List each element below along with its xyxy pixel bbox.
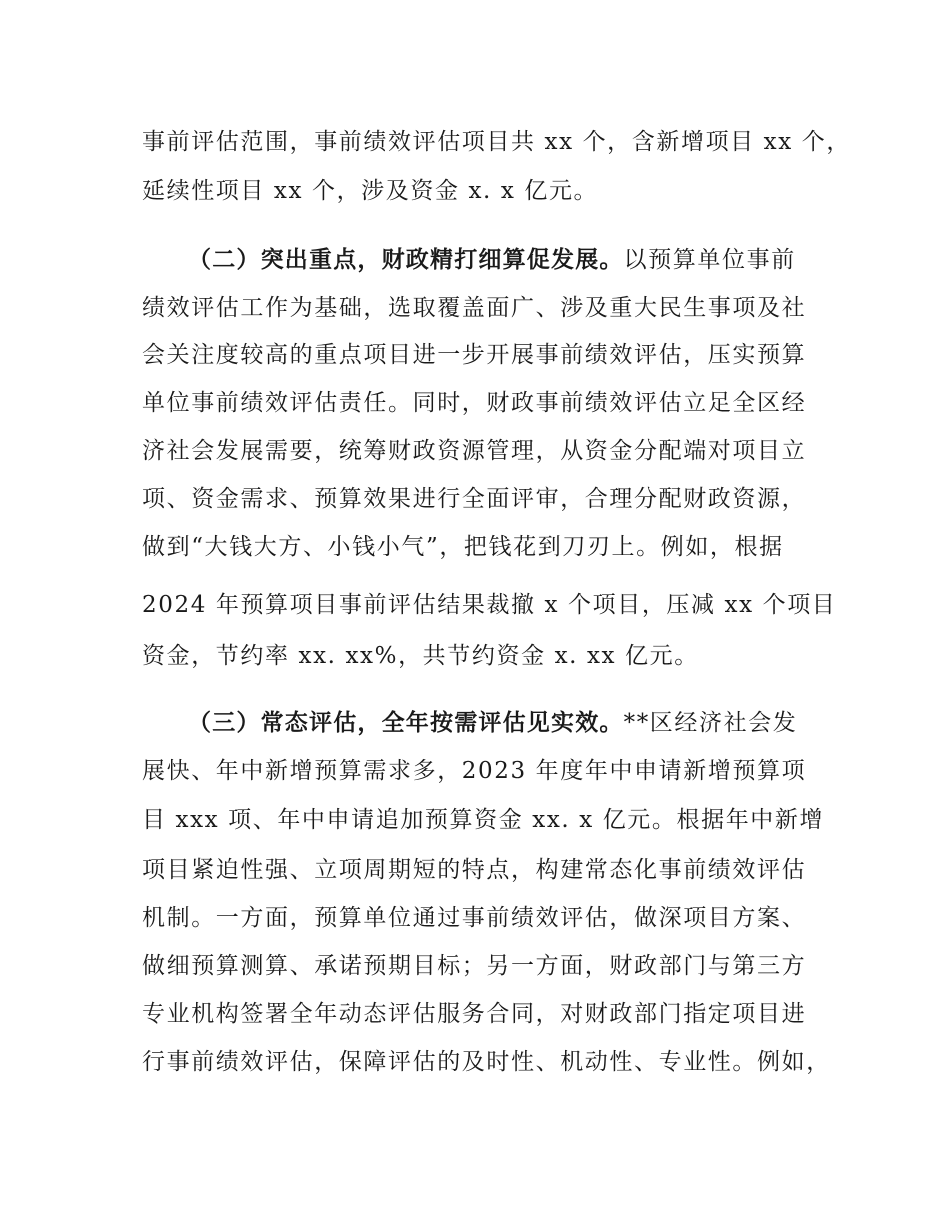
paragraph-2-line-4: 单位事前绩效评估责任。同时，财政事前绩效评估立足全区经 (142, 390, 807, 416)
paragraph-2-line-3: 会关注度较高的重点项目进一步开展事前绩效评估，压实预算 (142, 342, 807, 368)
paragraph-1-line-2: 延续性项目 xx 个，涉及资金 x. x 亿元。 (142, 178, 599, 204)
paragraph-3-line-5: 机制。一方面，预算单位通过事前绩效评估，做深项目方案、 (142, 905, 807, 931)
paragraph-2-first-line-text: 以预算单位事前 (623, 247, 796, 273)
paragraph-3-line-8: 行事前绩效评估，保障评估的及时性、机动性、专业性。例如， (142, 1049, 831, 1075)
paragraph-2-first-line (188, 245, 832, 275)
paragraph-3-line-3: 目 xxx 项、年中申请追加预算资金 xx. x 亿元。根据年中新增 (142, 807, 825, 833)
paragraph-3-line-7: 专业机构签署全年动态评估服务合同，对财政部门指定项目进 (142, 1001, 807, 1027)
paragraph-2-line-5: 济社会发展需要，统筹财政资源管理，从资金分配端对项目立 (142, 438, 807, 464)
paragraph-3-first-line-text: **区经济社会发 (623, 710, 798, 736)
paragraph-2-line-6: 项、资金需求、预算效果进行全面评审，合理分配财政资源， (142, 486, 807, 512)
paragraph-3-line-2: 展快、年中新增预算需求多，2023 年度年中申请新增预算项 (142, 758, 807, 784)
paragraph-1-line-1: 事前评估范围，事前绩效评估项目共 xx 个，含新增项目 xx 个， (142, 129, 851, 155)
paragraph-2-line-8: 2024 年预算项目事前评估结果裁撤 x 个项目，压减 xx 个项目 (142, 592, 837, 618)
paragraph-2-line-9: 资金，节约率 xx. xx%，共节约资金 x. xx 亿元。 (142, 643, 699, 669)
paragraph-2-line-7: 做到“大钱大方、小钱小气”，把钱花到刀刃上。例如，根据 (142, 534, 784, 560)
paragraph-2-heading: （二）突出重点，财政精打细算促发展。 (188, 247, 624, 273)
paragraph-3-line-4: 项目紧迫性强、立项周期短的特点，构建常态化事前绩效评估 (142, 857, 807, 883)
paragraph-3-heading: （三）常态评估，全年按需评估见实效。 (188, 710, 624, 736)
paragraph-3-first-line (188, 708, 832, 738)
paragraph-3-line-6: 做细预算测算、承诺预期目标；另一方面，财政部门与第三方 (142, 953, 807, 979)
paragraph-2-line-2: 绩效评估工作为基础，选取覆盖面广、涉及重大民生事项及社 (142, 295, 807, 321)
